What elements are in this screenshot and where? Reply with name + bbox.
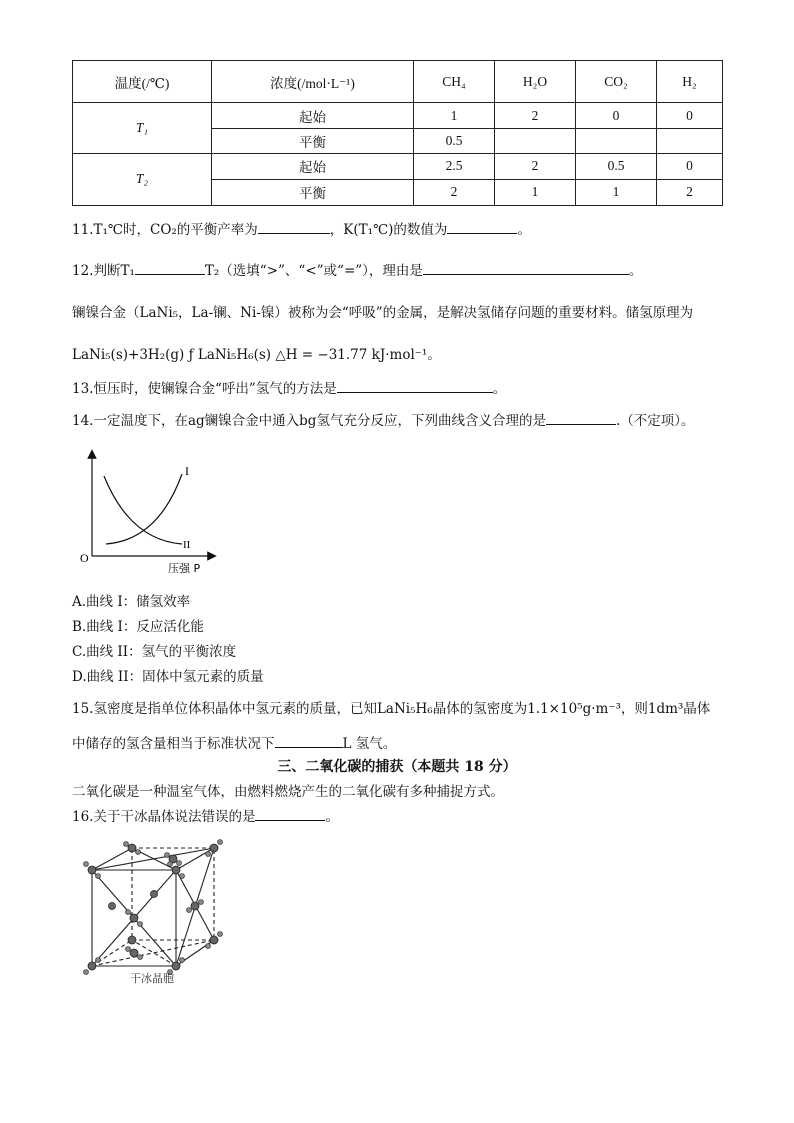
value-cell xyxy=(495,129,576,153)
section-3-heading: 三、二氧化碳的捕获（本题共 18 分） xyxy=(277,759,517,775)
option-b[interactable]: B.曲线 I：反应活化能 xyxy=(72,619,204,635)
value-cell: 1 xyxy=(495,179,576,205)
header-h2o: H₂O xyxy=(495,61,576,103)
question-13: 13.恒压时，使镧镍合金“呼出”氢气的方法是 。 xyxy=(72,381,507,397)
curve-II xyxy=(104,476,182,544)
value-cell: 2 xyxy=(495,103,576,129)
curve-I-label: I xyxy=(185,464,189,478)
option-a[interactable]: A.曲线 I：储氢效率 xyxy=(72,594,191,610)
table-header-row xyxy=(73,61,723,103)
stage-cell: 起始 xyxy=(212,153,414,179)
value-cell: 1 xyxy=(414,103,495,129)
answer-blank[interactable] xyxy=(135,261,205,275)
dry-ice-unit-cell xyxy=(78,836,238,986)
value-cell: 2.5 xyxy=(414,153,495,179)
question-16: 16.关于干冰晶体说法错误的是 。 xyxy=(72,809,339,825)
stage-cell: 平衡 xyxy=(212,129,414,153)
value-cell: 1 xyxy=(576,179,657,205)
table-row xyxy=(73,103,723,129)
value-cell xyxy=(576,129,657,153)
answer-blank[interactable] xyxy=(423,261,629,275)
value-cell xyxy=(657,129,723,153)
option-c[interactable]: C.曲线 II：氢气的平衡浓度 xyxy=(72,644,237,660)
question-14: 14.一定温度下，在ag镧镍合金中通入bg氢气充分反应，下列曲线含义合理的是 .（不定项）。 xyxy=(72,413,695,429)
value-cell: 0 xyxy=(657,103,723,129)
question-15-line1: 15.氢密度是指单位体积晶体中氢元素的质量，已知LaNi₅H₆晶体的氢密度为1.1×10⁵g·m⁻³，则1dm³晶体 xyxy=(72,701,711,717)
temp-cell-t2: T₂ xyxy=(73,153,212,205)
x-axis-label: 压强 P xyxy=(168,562,201,575)
value-cell: 2 xyxy=(495,153,576,179)
value-cell: 0 xyxy=(657,153,723,179)
storage-equation: LaNi₅(s)+3H₂(g) ƒ LaNi₅H₆(s) △H = −31.77 kJ·mol⁻¹。 xyxy=(72,347,441,363)
answer-blank[interactable] xyxy=(337,379,493,393)
answer-blank[interactable] xyxy=(275,734,343,748)
lanthanum-nickel-intro: 镧镍合金（LaNi₅，La-镧、Ni-镍）被称为会“呼吸”的金属，是解决氢储存问题的重要材料。储氢原理为 xyxy=(72,305,694,321)
temp-cell-t1: T₁ xyxy=(73,103,212,153)
curve-I xyxy=(106,474,182,544)
question-12: 12.判断T₁ T₂（选填“>”、“<”或“=”），理由是 。 xyxy=(72,263,643,279)
pressure-curve-graph xyxy=(70,448,220,576)
value-cell: 0 xyxy=(576,103,657,129)
section-3-intro: 二氧化碳是一种温室气体，由燃料燃烧产生的二氧化碳有多种捕捉方式。 xyxy=(72,784,504,800)
option-d[interactable]: D.曲线 II：固体中氢元素的质量 xyxy=(72,669,264,685)
answer-blank[interactable] xyxy=(447,220,517,234)
crystal-caption: 干冰晶胞 xyxy=(130,972,174,985)
header-h2: H₂ xyxy=(657,61,723,103)
table-row xyxy=(73,153,723,179)
value-cell: 2 xyxy=(414,179,495,205)
origin-label: O xyxy=(80,551,89,565)
header-temperature: 温度(/℃) xyxy=(73,61,212,103)
header-ch4: CH₄ xyxy=(414,61,495,103)
answer-blank[interactable] xyxy=(258,220,330,234)
answer-blank[interactable] xyxy=(255,807,325,821)
value-cell: 2 xyxy=(657,179,723,205)
question-11: 11.T₁℃时，CO₂的平衡产率为 ，K(T₁℃)的数值为 。 xyxy=(72,222,531,238)
answer-blank[interactable] xyxy=(546,411,616,425)
header-concentration: 浓度(/mol·L⁻¹) xyxy=(212,61,414,103)
question-15-line2: 中储存的氢含量相当于标准状况下 L 氢气。 xyxy=(72,736,397,752)
header-co2: CO₂ xyxy=(576,61,657,103)
equilibrium-data-table xyxy=(72,60,723,206)
stage-cell: 起始 xyxy=(212,103,414,129)
stage-cell: 平衡 xyxy=(212,179,414,205)
curve-II-label: II xyxy=(183,539,191,551)
value-cell: 0.5 xyxy=(414,129,495,153)
value-cell: 0.5 xyxy=(576,153,657,179)
